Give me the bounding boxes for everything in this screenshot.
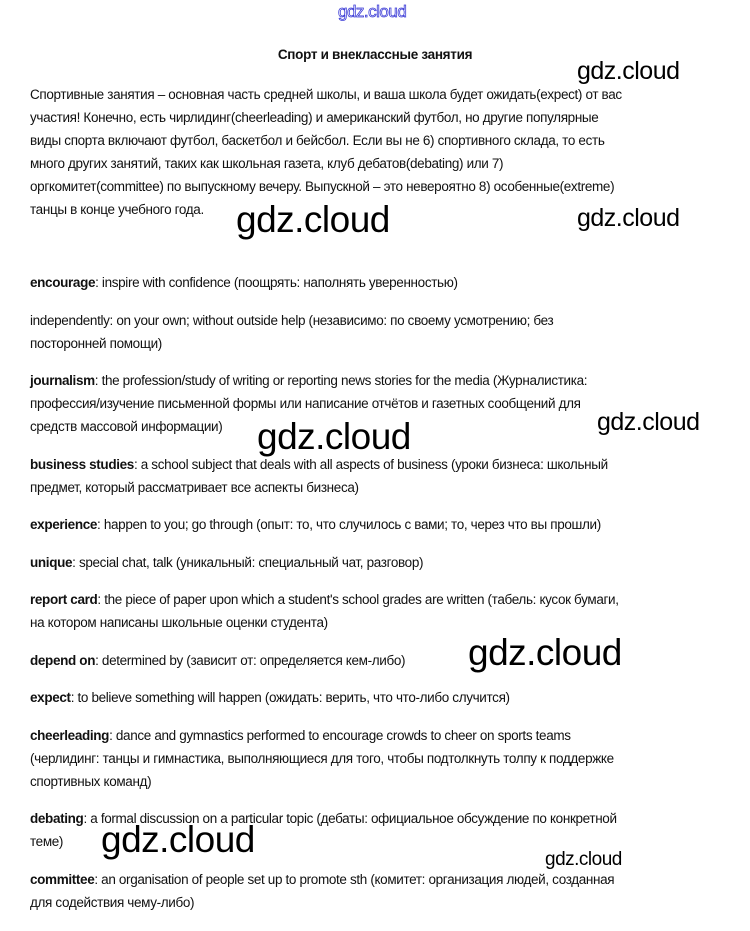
entry-term: unique [30, 554, 73, 570]
entry-line [30, 476, 740, 499]
watermark: gdz.cloud [257, 416, 411, 457]
vocabulary-entry [30, 513, 740, 536]
entry-line [30, 332, 740, 355]
paragraph-line: оргкомитет(committee) по выпускному вечеру. Выпускной – это невероятно 8) особенные(extreme) [30, 179, 615, 194]
entry-line [30, 271, 740, 294]
entry-definition: (черлидинг: танцы и гимнастика, выполняющиеся для того, чтобы подтолкнуть толпу к поддержке [30, 750, 614, 766]
entry-term: cheerleading [30, 727, 110, 743]
vocabulary-entry [30, 309, 740, 355]
vocabulary-entry [30, 453, 740, 499]
entry-definition: : happen to you; go through (опыт: то, что случилось с вами; то, через что вы прошли) [97, 517, 601, 532]
entry-line [30, 770, 740, 793]
entry-term: business studies [30, 456, 134, 472]
entry-definition: предмет, который рассматривает все аспекты бизнеса) [30, 479, 359, 495]
page-title: Спорт и внеклассные занятия [277, 47, 473, 62]
entry-line [30, 649, 740, 672]
vocabulary-entry [30, 686, 740, 709]
watermark: gdz.cloud [545, 849, 622, 870]
entry-term: depend on [30, 652, 96, 668]
vocabulary-entry [30, 649, 740, 672]
entry-term: expect [30, 690, 71, 705]
paragraph-line: участия! Конечно, есть чирлидинг(cheerleading) и американский футбол, но другие популярные [30, 110, 599, 125]
vocabulary-entry [30, 588, 740, 634]
entry-term: encourage [30, 275, 96, 290]
entry-line [30, 747, 740, 770]
entry-line [30, 588, 740, 611]
entry-definition: : a school subject that deals with all aspects of business (уроки бизнеса: школьный [133, 456, 608, 472]
watermark: gdz.cloud [468, 632, 622, 673]
entry-definition: : an organisation of people set up to promote sth (комитет: организация людей, созданная [94, 871, 615, 887]
entry-definition: : to believe something will happen (ожидать: верить, что что-либо случится) [70, 690, 510, 705]
entry-definition: : the piece of paper upon which a student's school grades are written (табель: кусок бумаги, [97, 592, 619, 607]
vocabulary-entry [30, 551, 740, 574]
entry-definition: : inspire with confidence (поощрять: наполнять уверенностью) [95, 275, 458, 290]
entry-definition: средств массовой информации) [30, 419, 223, 434]
watermark: gdz.cloud [236, 199, 390, 240]
entry-line [30, 724, 740, 747]
entry-definition: : special chat, talk (уникальный: специальный чат, разговор) [72, 554, 424, 570]
watermark: gdz.cloud [597, 408, 700, 436]
entry-line [30, 369, 740, 392]
entry-term: debating [30, 811, 84, 826]
entry-definition: на котором написаны школьные оценки студента) [30, 615, 328, 630]
entry-term: report card [30, 592, 98, 607]
entry-definition: профессия/изучение письменной формы или написание отчётов и газетных сообщений для [30, 396, 581, 411]
watermark: gdz.cloud [101, 819, 255, 860]
entry-line [30, 513, 740, 536]
vocabulary-entry [30, 271, 740, 294]
entry-definition: теме) [30, 834, 64, 849]
entry-line [30, 686, 740, 709]
entry-line [30, 309, 740, 332]
entry-definition: : determined by (зависит от: определяется кем-либо) [95, 652, 406, 668]
entry-line [30, 551, 740, 574]
watermark-top: gdz.cloud [338, 2, 407, 21]
entry-definition: для содействия чему-либо) [30, 894, 195, 910]
paragraph-line: танцы в конце учебного года. [30, 202, 204, 217]
entry-definition: : dance and gymnastics performed to encourage crowds to cheer on sports teams [109, 727, 571, 743]
entry-line [30, 611, 740, 634]
entry-term: experience [30, 517, 98, 532]
watermark: gdz.cloud [577, 204, 680, 232]
paragraph-line: много других занятий, таких как школьная газета, клуб дебатов(debating) или 7) [30, 156, 504, 171]
entry-definition: : the profession/study of writing or reporting news stories for the media (Журналистика: [94, 373, 588, 388]
entry-term: committee [30, 871, 95, 887]
entry-definition: спортивных команд) [30, 773, 152, 789]
entry-line [30, 891, 740, 914]
entry-definition: independently: on your own; without outside help (независимо: по своему усмотрению; без [30, 312, 554, 328]
watermark: gdz.cloud [577, 57, 680, 85]
paragraph-line: виды спорта включают футбол, баскетбол и бейсбол. Если вы не 6) спортивного склада, то есть [30, 133, 605, 148]
vocabulary-entry [30, 868, 740, 914]
entry-definition: посторонней помощи) [30, 335, 162, 351]
entry-definition: : a formal discussion on a particular topic (дебаты: официальное обсуждение по конкретной [83, 811, 617, 826]
paragraph-line: Спортивные занятия – основная часть средней школы, и ваша школа будет ожидать(expect) от вас [30, 87, 622, 102]
vocabulary-entry [30, 724, 740, 793]
entry-term: journalism [30, 373, 95, 388]
entry-line [30, 868, 740, 891]
